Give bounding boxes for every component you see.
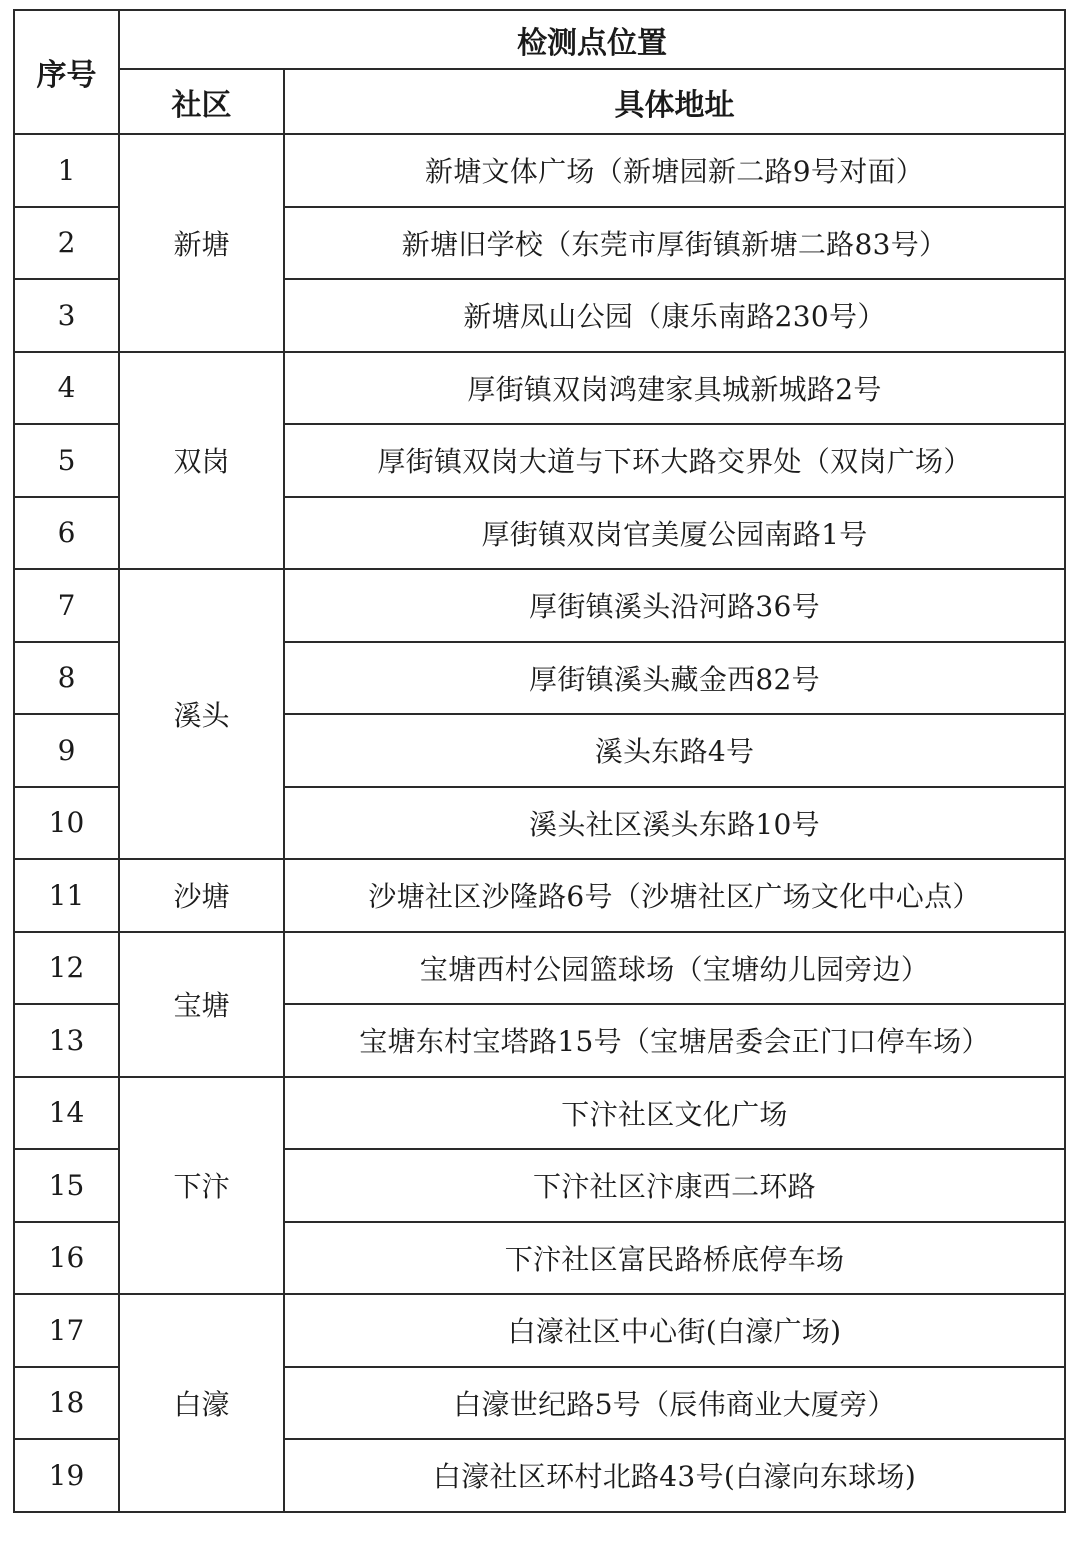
header-location-group: 检测点位置	[119, 10, 1065, 69]
site-address: 新塘旧学校（东莞市厚街镇新塘二路83号）	[284, 207, 1065, 280]
site-address: 宝塘西村公园篮球场（宝塘幼儿园旁边）	[284, 932, 1065, 1005]
row-seq-number: 15	[14, 1149, 119, 1222]
row-seq-number: 19	[14, 1439, 119, 1512]
header-community: 社区	[119, 69, 284, 134]
community-name: 新塘	[119, 134, 284, 352]
site-address: 白濠社区环村北路43号(白濠向东球场)	[284, 1439, 1065, 1512]
row-seq-number: 6	[14, 497, 119, 570]
row-seq-number: 1	[14, 134, 119, 207]
row-seq-number: 12	[14, 932, 119, 1005]
table-body	[14, 134, 1065, 1512]
community-name: 溪头	[119, 569, 284, 859]
community-name: 沙塘	[119, 859, 284, 932]
row-seq-number: 11	[14, 859, 119, 932]
row-seq-number: 16	[14, 1222, 119, 1295]
site-address: 白濠社区中心街(白濠广场)	[284, 1294, 1065, 1367]
header-seq: 序号	[14, 10, 119, 134]
site-address: 下汴社区汴康西二环路	[284, 1149, 1065, 1222]
community-name: 下汴	[119, 1077, 284, 1295]
header-address: 具体地址	[284, 69, 1065, 134]
testing-sites-table	[13, 9, 1066, 1513]
row-seq-number: 2	[14, 207, 119, 280]
row-seq-number: 4	[14, 352, 119, 425]
row-seq-number: 9	[14, 714, 119, 787]
site-address: 下汴社区文化广场	[284, 1077, 1065, 1150]
row-seq-number: 7	[14, 569, 119, 642]
site-address: 厚街镇溪头藏金西82号	[284, 642, 1065, 715]
row-seq-number: 13	[14, 1004, 119, 1077]
header-row-2	[14, 69, 1065, 134]
site-address: 厚街镇双岗大道与下环大路交界处（双岗广场）	[284, 424, 1065, 497]
row-seq-number: 14	[14, 1077, 119, 1150]
table-row	[14, 569, 1065, 642]
community-name: 双岗	[119, 352, 284, 570]
row-seq-number: 3	[14, 279, 119, 352]
table-row	[14, 1294, 1065, 1367]
table-row	[14, 134, 1065, 207]
site-address: 厚街镇双岗官美厦公园南路1号	[284, 497, 1065, 570]
site-address: 沙塘社区沙隆路6号（沙塘社区广场文化中心点）	[284, 859, 1065, 932]
header-row-1	[14, 10, 1065, 69]
site-address: 新塘凤山公园（康乐南路230号）	[284, 279, 1065, 352]
site-address: 白濠世纪路5号（辰伟商业大厦旁）	[284, 1367, 1065, 1440]
table-row	[14, 1077, 1065, 1150]
site-address: 溪头东路4号	[284, 714, 1065, 787]
site-address: 厚街镇双岗鸿建家具城新城路2号	[284, 352, 1065, 425]
site-address: 新塘文体广场（新塘园新二路9号对面）	[284, 134, 1065, 207]
row-seq-number: 17	[14, 1294, 119, 1367]
row-seq-number: 10	[14, 787, 119, 860]
table-row	[14, 932, 1065, 1005]
row-seq-number: 8	[14, 642, 119, 715]
community-name: 白濠	[119, 1294, 284, 1512]
row-seq-number: 5	[14, 424, 119, 497]
site-address: 厚街镇溪头沿河路36号	[284, 569, 1065, 642]
table-row	[14, 859, 1065, 932]
site-address: 下汴社区富民路桥底停车场	[284, 1222, 1065, 1295]
site-address: 溪头社区溪头东路10号	[284, 787, 1065, 860]
community-name: 宝塘	[119, 932, 284, 1077]
site-address: 宝塘东村宝塔路15号（宝塘居委会正门口停车场）	[284, 1004, 1065, 1077]
row-seq-number: 18	[14, 1367, 119, 1440]
table-row	[14, 352, 1065, 425]
